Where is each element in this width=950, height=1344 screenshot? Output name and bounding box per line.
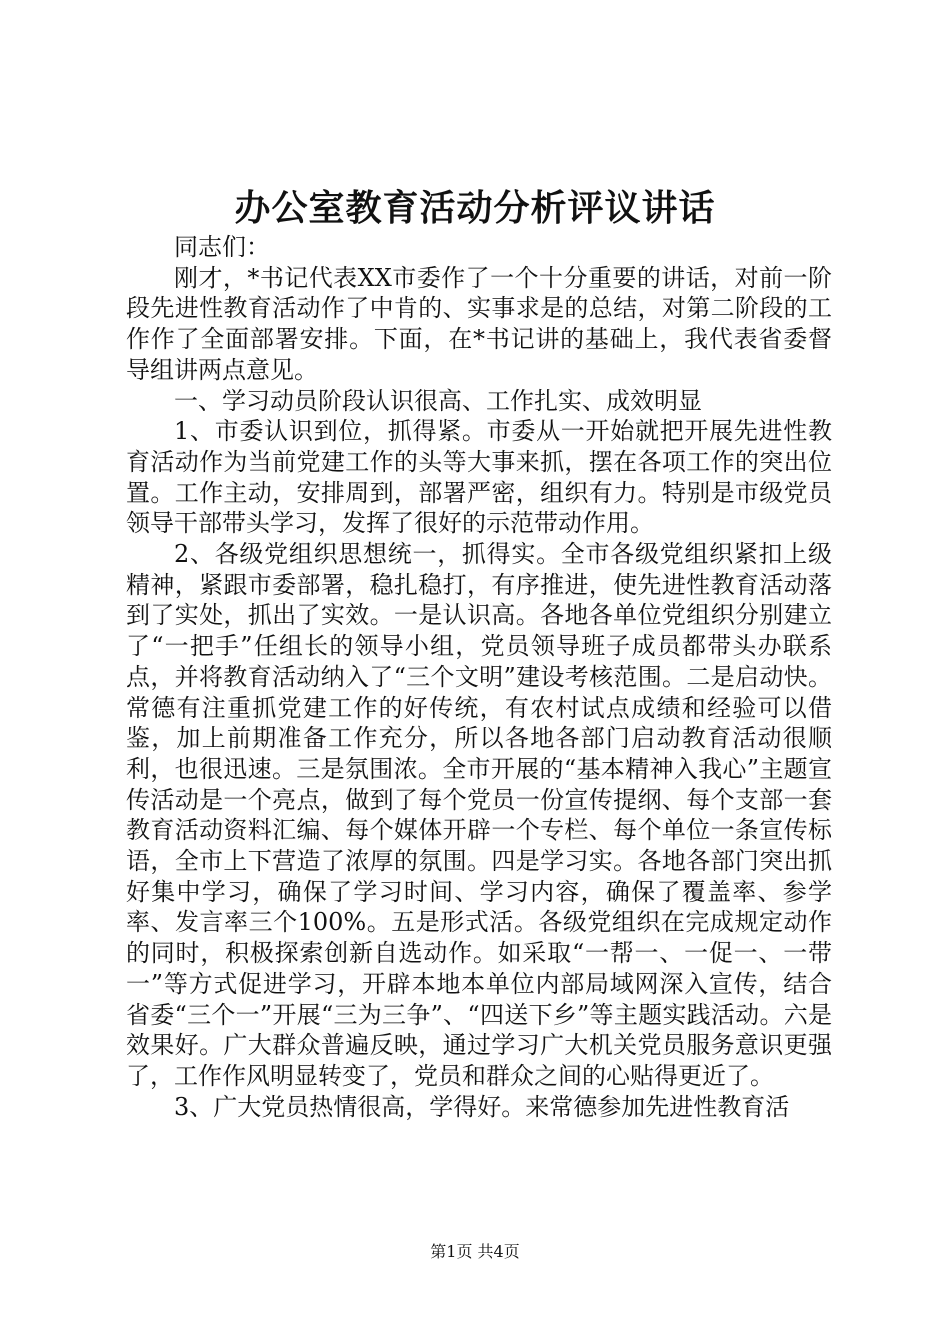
body-paragraph: 2、各级党组织思想统一，抓得实。全市各级党组织紧扣上级精神，紧跟市委部署，稳扎稳打，有序推进，使先进性教育活动落到了实处，抓出了实效。一是认识高。各地各单位党组织分别建立了“一把手”任组长的领导小组，党员领导班子成员都带头办联系点，并将教育活动纳入了“三个文明”建设考核范围。二是启动快。常德有注重抓党建工作的好传统，有农村试点成绩和经验可以借鉴，加上前期准备工作充分，所以各地各部门启动教育活动很顺利，也很迅速。三是氛围浓。全市开展的“基本精神入我心”主题宣传活动是一个亮点，做到了每个党员一份宣传提纲、每个支部一套教育活动资料汇编、每个媒体开辟一个专栏、每个单位一条宣传标语，全市上下营造了浓厚的氛围。四是学习实。各地各部门突出抓好集中学习，确保了学习时间、学习内容，确保了覆盖率、参学率、发言率三个100%。五是形式活。各级党组织在完成规定动作的同时，积极探索创新自选动作。如采取“一帮一、一促一、一带一”等方式促进学习，开辟本地本单位内部局域网深入宣传，结合省委“三个一”开展“三为三争”、“四送下乡”等主题实践活动。六是效果好。广大群众普遍反映，通过学习广大机关党员服务意识更强了，工作作风明显转变了，党员和群众之间的心贴得更近了。 [126, 540, 832, 1090]
section-heading: 一、学习动员阶段认识很高、工作扎实、成效明显 [174, 386, 702, 415]
body-paragraph: 刚才，*书记代表XX市委作了一个十分重要的讲话，对前一阶段先进性教育活动作了中肯的、实事求是的总结，对第二阶段的工作作了全面部署安排。下面，在*书记讲的基础上，我代表省委督导组讲两点意见。 [126, 263, 832, 384]
page-footer: 第1页 共4页 [430, 1242, 520, 1261]
document-title: 办公室教育活动分析评议讲话 [234, 187, 716, 229]
body-paragraph: 3、广大党员热情很高，学得好。来常德参加先进性教育活 [174, 1092, 790, 1121]
body-paragraph: 1、市委认识到位，抓得紧。市委从一开始就把开展先进性教育活动作为当前党建工作的头等大事来抓，摆在各项工作的突出位置。工作主动，安排周到，部署严密，组织有力。特别是市级党员领导干部带头学习，发挥了很好的示范带动作用。 [126, 417, 832, 538]
document-body [126, 232, 832, 1122]
salutation: 同志们： [174, 233, 270, 261]
